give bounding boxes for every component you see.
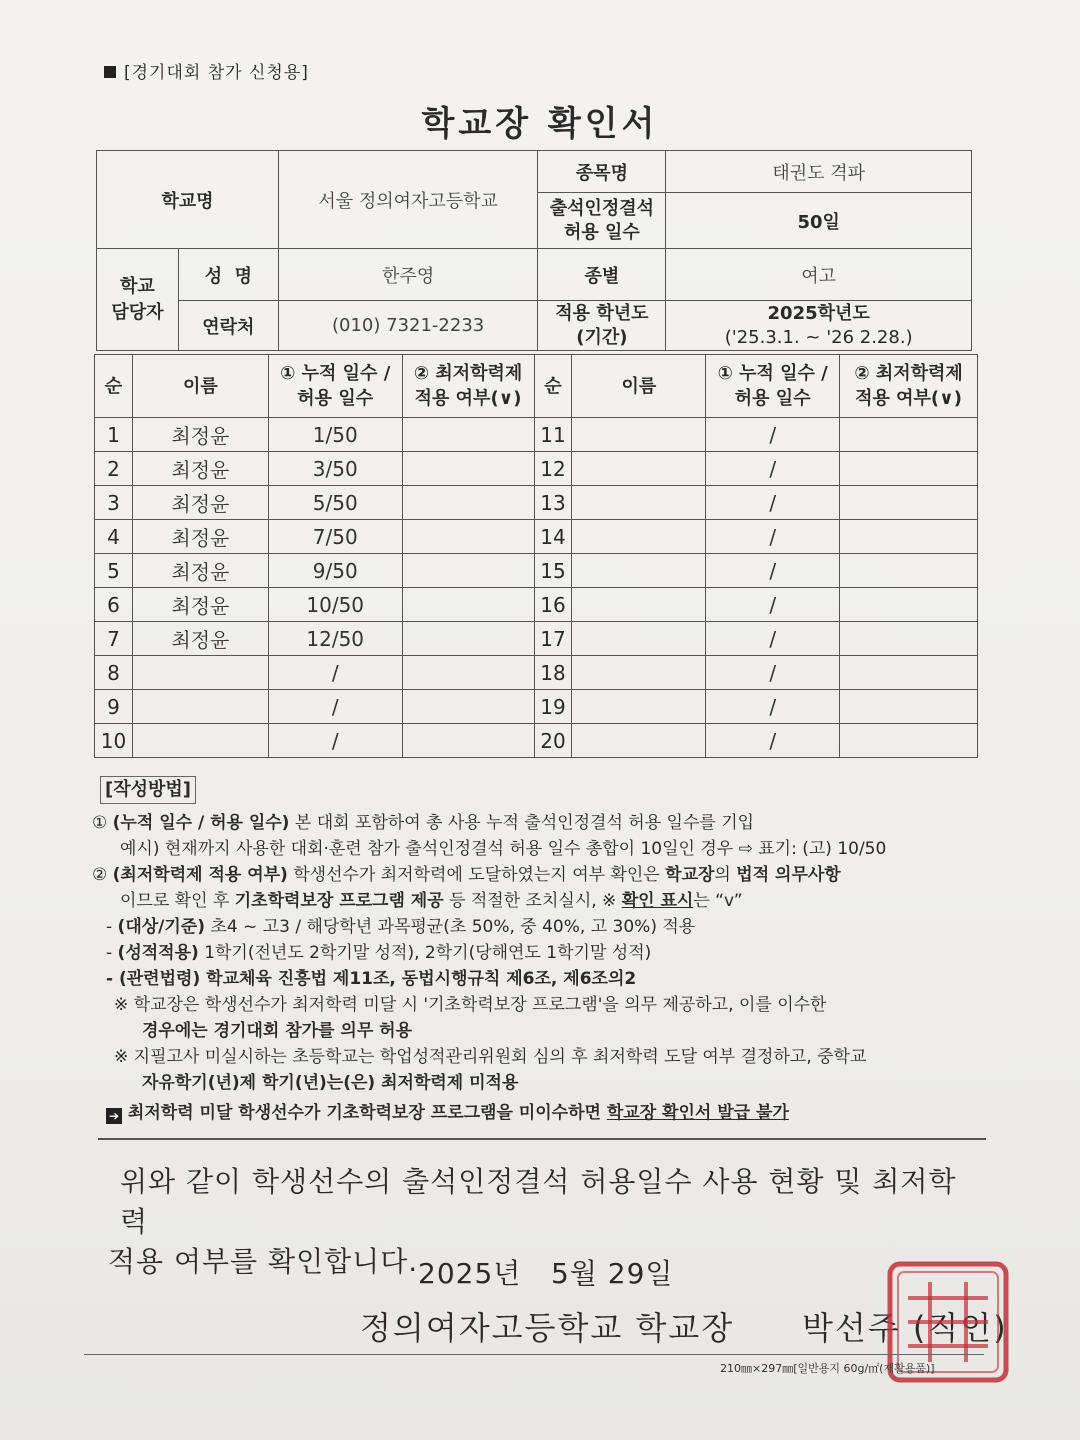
item1-bold: (누적 일수 / 허용 일수)	[112, 813, 290, 833]
item1-num: ①	[92, 813, 108, 833]
name-cell	[572, 690, 706, 724]
final-b: 학교장 확인서 발급 불가	[606, 1103, 789, 1123]
name-cell	[132, 656, 268, 690]
year-value-2: ('25.3.1. ~ '26 2.28.)	[724, 326, 913, 348]
method-section	[92, 776, 992, 1126]
seq-cell: 8	[95, 656, 133, 690]
method-sub-1: - (대상/기준) 초4 ~ 고3 / 해당학년 과목평균(초 50%, 중 40%, 고 30%) 적용	[106, 917, 696, 937]
name-label: 성 명	[178, 249, 278, 301]
days-cell: /	[268, 656, 402, 690]
days-cell: /	[706, 418, 840, 452]
name-cell	[572, 588, 706, 622]
name-cell	[132, 724, 268, 758]
gender-value: 여고	[666, 249, 972, 301]
table-row	[95, 724, 978, 758]
name-header-left: 이름	[132, 355, 268, 418]
item2-line2-c: 는 “v”	[693, 891, 743, 911]
document-title: 학교장 확인서	[421, 104, 659, 144]
seq-cell: 18	[534, 656, 572, 690]
days-cell: /	[706, 622, 840, 656]
days-header-1: ① 누적 일수 /	[280, 363, 391, 384]
name-cell	[572, 656, 706, 690]
check-cell	[840, 622, 978, 656]
item2-bold-b: 학교장	[665, 865, 715, 885]
final-a: 최저학력 미달 학생선수가 기초학력보장 프로그램을 미이수하면	[127, 1103, 601, 1123]
name-cell	[572, 452, 706, 486]
footer-line	[84, 1354, 984, 1355]
school-label: 학교명	[97, 151, 279, 249]
days-cell: 5/50	[268, 486, 402, 520]
check-cell	[402, 520, 534, 554]
item2-line2-bu: 확인 표시	[621, 891, 694, 911]
days-cell: /	[268, 724, 402, 758]
school-principal-title: 정의여자고등학교 학교장	[360, 1309, 735, 1347]
statement-line-1: 위와 같이 학생선수의 출석인정결석 허용일수 사용 현황 및 최저학력	[120, 1165, 957, 1238]
seq-cell: 2	[95, 452, 133, 486]
check-cell	[402, 690, 534, 724]
note1-a: 학교장은 학생선수가 최저학력 미달 시 '기초학력보장 프로그램'을 의무 제공하고, 이를 이수한	[133, 995, 827, 1015]
min-header-2: 적용 여부(∨)	[855, 388, 962, 409]
check-cell	[402, 656, 534, 690]
method-item-1	[92, 810, 992, 836]
gender-label: 종별	[538, 249, 666, 301]
table-row	[95, 588, 978, 622]
note2-a: 지필고사 미실시하는 초등학교는 학업성적관리위원회 심의 후 최저학력 도달 여부 결정하고, 중학교	[133, 1047, 867, 1067]
name-cell: 최정윤	[132, 588, 268, 622]
principal-name: 박선주 (직인)	[802, 1309, 1008, 1347]
seq-cell: 15	[534, 554, 572, 588]
table-row	[95, 520, 978, 554]
check-cell	[402, 486, 534, 520]
name-cell: 최정윤	[132, 486, 268, 520]
issue-date: 2025년 5월 29일	[418, 1257, 674, 1290]
name-cell	[572, 486, 706, 520]
check-cell	[402, 622, 534, 656]
method-item-2	[92, 862, 992, 888]
check-cell	[840, 486, 978, 520]
days-cell: /	[706, 520, 840, 554]
seq-cell: 9	[95, 690, 133, 724]
check-cell	[402, 418, 534, 452]
check-cell	[402, 452, 534, 486]
days-cell: 10/50	[268, 588, 402, 622]
item2-bold-d: 법적 의무사항	[736, 865, 841, 885]
method-sub-3: - (관련법령) 학교체육 진흥법 제11조, 동법시행규칙 제6조, 제6조의2	[106, 969, 637, 989]
days-cell: /	[268, 690, 402, 724]
absence-label-1: 출석인정결석	[549, 197, 655, 219]
method-final	[92, 1100, 992, 1126]
seq-cell: 14	[534, 520, 572, 554]
check-cell	[402, 724, 534, 758]
days-cell: /	[706, 486, 840, 520]
form-tag-text: [경기대회 참가 신청용]	[124, 63, 309, 83]
name-cell	[572, 520, 706, 554]
days-header-2: 허용 일수	[734, 388, 811, 409]
seq-cell: 20	[534, 724, 572, 758]
method-note-2: ※ 지필고사 미실시하는 초등학교는 학업성적관리위원회 심의 후 최저학력 도달 여부 결정하고, 중학교	[114, 1047, 867, 1067]
method-item-1-example: 예시) 현재까지 사용한 대회·훈련 참가 출석인정결석 허용 일수 총합이 10일인 경우 ⇨ 표기: (고) 10/50	[120, 839, 887, 859]
absence-value: 50일	[666, 193, 972, 249]
name-cell	[572, 418, 706, 452]
seq-cell: 1	[95, 418, 133, 452]
name-cell	[572, 724, 706, 758]
table-row	[95, 418, 978, 452]
statement-line-2: 적용 여부를 확인합니다.	[108, 1245, 419, 1278]
check-cell	[840, 690, 978, 724]
sub2-text: 1학기(전년도 2학기말 성적), 2학기(당해연도 1학기말 성적)	[204, 943, 652, 963]
seq-cell: 4	[95, 520, 133, 554]
seq-cell: 12	[534, 452, 572, 486]
seq-cell: 3	[95, 486, 133, 520]
table-row	[95, 452, 978, 486]
min-header-right	[840, 355, 978, 418]
manager-label-2: 담당자	[111, 301, 164, 323]
sub3-text: 학교체육 진흥법 제11조, 동법시행규칙 제6조, 제6조의2	[206, 969, 637, 989]
seq-cell: 10	[95, 724, 133, 758]
seq-cell: 5	[95, 554, 133, 588]
method-note-2b: 자유학기(년)제 학기(년)는(은) 최저학력제 미적용	[142, 1073, 519, 1093]
days-cell: 1/50	[268, 418, 402, 452]
event-label: 종목명	[538, 151, 666, 193]
days-cell: 9/50	[268, 554, 402, 588]
table-row	[95, 656, 978, 690]
sub1-bold: (대상/기준)	[117, 917, 205, 937]
seq-cell: 7	[95, 622, 133, 656]
sub2-bold: (성적적용)	[117, 943, 199, 963]
name-cell: 최정윤	[132, 520, 268, 554]
name-cell: 최정윤	[132, 418, 268, 452]
contact-label: 연락처	[178, 301, 278, 351]
days-header-left	[268, 355, 402, 418]
days-header-2: 허용 일수	[297, 388, 374, 409]
arrow-box-icon: ➔	[106, 1108, 122, 1124]
seq-cell: 19	[534, 690, 572, 724]
item2-line2-b: 등 적절한 조치실시, ※	[449, 891, 617, 911]
form-tag	[104, 58, 309, 83]
name-cell	[572, 554, 706, 588]
check-cell	[840, 554, 978, 588]
seq-cell: 17	[534, 622, 572, 656]
days-cell: /	[706, 724, 840, 758]
name-cell: 최정윤	[132, 554, 268, 588]
manager-label-1: 학교	[120, 275, 155, 297]
year-label-2: (기간)	[576, 326, 628, 348]
check-cell	[402, 554, 534, 588]
min-header-2: 적용 여부(∨)	[414, 388, 522, 409]
seq-header-left: 순	[95, 355, 133, 418]
item1-text: 본 대회 포함하여 총 사용 누적 출석인정결석 허용 일수를 기입	[294, 813, 755, 833]
days-cell: 7/50	[268, 520, 402, 554]
seq-cell: 11	[534, 418, 572, 452]
check-cell	[402, 588, 534, 622]
table-row	[95, 554, 978, 588]
paper-spec: 210㎜×297㎜[일반용지 60g/㎡(재활용품)]	[720, 1362, 935, 1375]
seq-cell: 13	[534, 486, 572, 520]
days-cell: /	[706, 588, 840, 622]
seq-header-right: 순	[534, 355, 572, 418]
header-table	[96, 150, 972, 351]
check-cell	[840, 452, 978, 486]
table-row	[95, 486, 978, 520]
days-header-right	[706, 355, 840, 418]
days-cell: /	[706, 690, 840, 724]
contact-value: (010) 7321-2233	[278, 301, 538, 351]
seq-cell: 6	[95, 588, 133, 622]
item2-text-a: 학생선수가 최저학력에 도달하였는지 여부 확인은	[293, 865, 660, 885]
check-cell	[840, 418, 978, 452]
event-value: 태권도 격파	[666, 151, 972, 193]
min-header-left	[402, 355, 534, 418]
year-value	[666, 301, 972, 351]
year-label	[538, 301, 666, 351]
days-header-1: ① 누적 일수 /	[717, 363, 828, 384]
min-header-1: ② 최저학력제	[413, 363, 523, 384]
square-bullet-icon	[104, 66, 116, 78]
sub3-bold: (관련법령)	[118, 969, 201, 989]
name-cell	[572, 622, 706, 656]
days-cell: 12/50	[268, 622, 402, 656]
seq-cell: 16	[534, 588, 572, 622]
name-header-right: 이름	[572, 355, 706, 418]
days-cell: 3/50	[268, 452, 402, 486]
table-row	[95, 622, 978, 656]
year-label-1: 적용 학년도	[555, 302, 649, 324]
name-cell	[132, 690, 268, 724]
min-header-1: ② 최저학력제	[854, 363, 963, 384]
divider-line	[98, 1138, 986, 1140]
absence-label	[538, 193, 666, 249]
item2-num: ②	[92, 865, 108, 885]
item2-line2-bold: 기초학력보장 프로그램 제공	[234, 891, 444, 911]
check-cell	[840, 724, 978, 758]
name-cell: 최정윤	[132, 452, 268, 486]
method-note-1: ※ 학교장은 학생선수가 최저학력 미달 시 '기초학력보장 프로그램'을 의무 제공하고, 이를 이수한	[114, 995, 827, 1015]
item2-text-c: 의	[714, 865, 731, 885]
check-cell	[840, 588, 978, 622]
method-title: [작성방법]	[100, 776, 196, 804]
school-value: 서울 정의여자고등학교	[278, 151, 538, 249]
method-sub-2: - (성적적용) 1학기(전년도 2학기말 성적), 2학기(당해연도 1학기말 성적)	[106, 943, 652, 963]
method-note-1b: 경우에는 경기대회 참가를 의무 허용	[142, 1021, 413, 1041]
student-grid	[94, 354, 978, 758]
manager-label	[97, 249, 179, 351]
name-cell: 최정윤	[132, 622, 268, 656]
days-cell: /	[706, 554, 840, 588]
item2-bold: (최저학력제 적용 여부)	[112, 865, 288, 885]
days-cell: /	[706, 656, 840, 690]
table-row	[95, 690, 978, 724]
check-cell	[840, 656, 978, 690]
name-value: 한주영	[278, 249, 538, 301]
item2-line2-a: 이므로 확인 후	[120, 891, 230, 911]
absence-label-2: 허용 일수	[563, 221, 640, 243]
sub1-text: 초4 ~ 고3 / 해당학년 과목평균(초 50%, 중 40%, 고 30%) 적용	[210, 917, 696, 937]
days-cell: /	[706, 452, 840, 486]
year-value-1: 2025학년도	[767, 302, 870, 324]
method-item-2-line2	[92, 888, 992, 914]
check-cell	[840, 520, 978, 554]
